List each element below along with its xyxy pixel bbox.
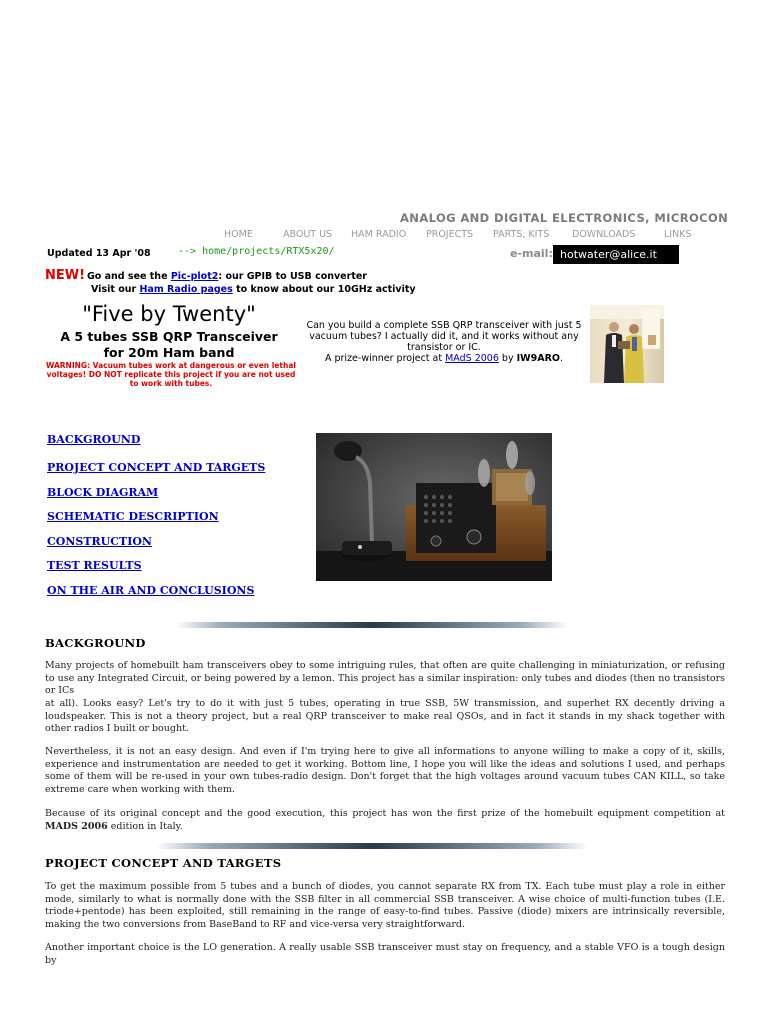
toc-on-the-air-label[interactable]: ON THE AIR AND CONCLUSIONS bbox=[47, 584, 255, 597]
toc-on-the-air[interactable] bbox=[47, 584, 254, 597]
toc-concept[interactable] bbox=[47, 461, 265, 474]
updated-date: Updated 13 Apr '08 bbox=[47, 248, 151, 259]
news-line2-post: to know about our 10GHz activity bbox=[232, 284, 416, 295]
prize-pre: A prize-winner project at bbox=[324, 353, 446, 364]
warning-text: WARNING: Vacuum tubes work at dangerous or even lethal voltages! DO NOT replicate this project if you are not used to work with tubes. bbox=[46, 361, 296, 388]
toc-background-label[interactable]: BACKGROUND bbox=[47, 433, 141, 446]
project-subtitle-2: for 20m Ham band bbox=[103, 345, 235, 360]
mads-2006-link[interactable]: MAdS 2006 bbox=[445, 353, 499, 364]
project-subtitle-1: A 5 tubes SSB QRP Transceiver bbox=[60, 329, 278, 344]
background-paragraph-3: Nevertheless, it is not an easy design. And even if I'm trying here to give all informations to anyone willing to make a copy of it, skills, experience and instrumentation are needed to get it working. Bottom line, I hope you will like the ideas and solutions I used, and perhaps some of them will be re-used in your own tubes-radio design. Don't forget that the high voltages around vacuum tubes CAN KILL, so take extreme care when working with them. bbox=[45, 746, 725, 795]
award-photo bbox=[590, 305, 664, 383]
news-line2-pre: Visit our bbox=[91, 284, 140, 295]
toc-schematic-label[interactable]: SCHEMATIC DESCRIPTION bbox=[47, 510, 219, 523]
intro-question: Can you build a complete SSB QRP transceiver with just 5 vacuum tubes? I actually did it, and it works without any transistor or IC. bbox=[306, 320, 582, 353]
pic-plot2-link[interactable]: Pic-plot2 bbox=[170, 271, 219, 282]
author-callsign: IW9ARO bbox=[516, 353, 560, 364]
prize-line bbox=[300, 353, 588, 364]
prize-mid: by bbox=[498, 353, 517, 364]
bg-p4-post: edition in Italy. bbox=[107, 820, 183, 832]
concept-paragraph-1: To get the maximum possible from 5 tubes and a bunch of diodes, you cannot separate RX from TX. Each tube must play a role in either mode, similarly to what is normally done with the SSB filter in all commercial SSB transceiver. A wise choice of multi-function tubes (I.E. triode+pentode) has been exploited, still remaining in the range of easy-to-find tubes. Passive (diode) mixers are intrinsically reversible, making the two conversions from BaseBand to RF and vice-versa very straightforward. bbox=[45, 881, 725, 930]
section-divider bbox=[176, 622, 568, 628]
news-line-hamradio bbox=[91, 284, 416, 295]
news-line1-post: : our GPIB to USB converter bbox=[218, 271, 367, 282]
intro-text bbox=[300, 320, 588, 364]
toc-construction-label[interactable]: CONSTRUCTION bbox=[47, 535, 152, 548]
nav-projects[interactable]: PROJECTS bbox=[426, 229, 474, 240]
toc-schematic[interactable] bbox=[47, 510, 219, 523]
concept-heading: PROJECT CONCEPT AND TARGETS bbox=[45, 856, 282, 870]
toc-test-results-label[interactable]: TEST RESULTS bbox=[47, 559, 142, 572]
background-paragraph-2: at all). Looks easy? Let's try to do it with just 5 tubes, operating in true SSB, 5W transmission, and superhet RX decently driving a loudspeaker. This is not a theory project, but a real QRP transceiver to make real QSOs, and in fact it stands in my shack together with other radios I built or bought. bbox=[45, 698, 725, 734]
nav-ham-radio[interactable]: HAM RADIO bbox=[351, 229, 407, 240]
nav-downloads[interactable]: DOWNLOADS bbox=[572, 229, 636, 240]
bg-p4-pre: Because of its original concept and the good execution, this project has won the first prize of the homebuilt equipment competition at bbox=[45, 808, 725, 819]
nav-parts-kits[interactable]: PARTS, KITS bbox=[493, 229, 550, 240]
prize-post: . bbox=[559, 353, 564, 364]
background-paragraph-4 bbox=[45, 808, 725, 833]
breadcrumb-path: --> home/projects/RTX5x20/ bbox=[178, 246, 335, 257]
news-line-picplot bbox=[87, 271, 367, 282]
background-paragraph-1: Many projects of homebuilt ham transceivers obey to some intriguing rules, that often are quite challenging in miniaturization, or refusing to use any Integrated Circuit, or being powered by a lemon. This project has a similar inspiration: only tubes and diodes (then no transistors or ICs bbox=[45, 660, 725, 696]
project-title: "Five by Twenty" bbox=[82, 302, 256, 326]
nav-links[interactable]: LINKS bbox=[664, 229, 692, 240]
toc-construction[interactable] bbox=[47, 535, 152, 548]
toc-block-diagram-label[interactable]: BLOCK DIAGRAM bbox=[47, 486, 159, 499]
ham-radio-pages-link[interactable]: Ham Radio pages bbox=[139, 284, 233, 295]
site-banner: ANALOG AND DIGITAL ELECTRONICS, MICROCON bbox=[400, 211, 729, 225]
toc-test-results[interactable] bbox=[47, 559, 142, 572]
nav-about-us[interactable]: ABOUT US bbox=[283, 229, 333, 240]
email-address[interactable]: hotwater@alice.it bbox=[553, 245, 679, 264]
background-heading: BACKGROUND bbox=[45, 636, 146, 650]
toc-block-diagram[interactable] bbox=[47, 486, 158, 499]
concept-paragraph-2: Another important choice is the LO generation. A really usable SSB transceiver must stay on frequency, and a stable VFO is a tough design by bbox=[45, 942, 725, 966]
news-line1-pre: Go and see the bbox=[87, 271, 171, 282]
new-badge: NEW! bbox=[45, 268, 86, 283]
toc-background[interactable] bbox=[47, 433, 140, 446]
email-label: e-mail: bbox=[510, 247, 553, 260]
mads-2006-bold: MADS 2006 bbox=[45, 820, 108, 832]
section-divider bbox=[156, 843, 588, 849]
toc-concept-label[interactable]: PROJECT CONCEPT AND TARGETS bbox=[47, 461, 266, 474]
transceiver-photo bbox=[316, 433, 552, 581]
nav-home[interactable]: HOME bbox=[224, 229, 253, 240]
